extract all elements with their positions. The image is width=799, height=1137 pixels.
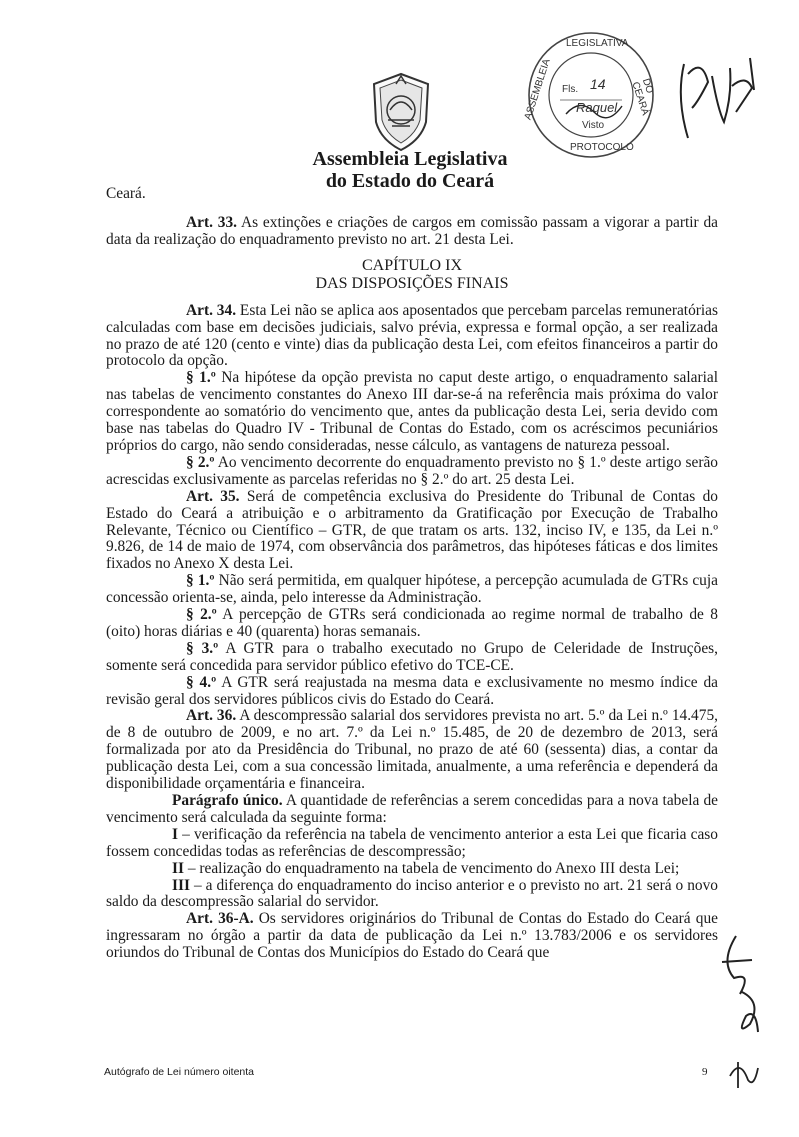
article-36-sole-paragraph: Parágrafo único. A quantidade de referências a serem concedidas para a nova tabela de vencimento será calculada da seguinte forma: (106, 792, 718, 826)
document-body (106, 186, 718, 962)
stamp-bottom-text: PROTOCOLO (570, 142, 634, 153)
item-ii: II – realização do enquadramento na tabela de vencimento do Anexo III desta Lei; (172, 859, 680, 877)
margin-signature (712, 932, 768, 1042)
stamp-fls-label: Fls. (562, 84, 579, 95)
stamp-signature: Raquel (576, 100, 618, 115)
page-number: 9 (702, 1066, 708, 1078)
stamp-fls-value: 14 (590, 76, 606, 92)
state-coat-of-arms (366, 72, 436, 152)
article-33: Art. 33. As extinções e criações de cargos em comissão passam a vigorar a partir da data da realização do enquadramento previsto no art. 21 desta Lei. (106, 213, 719, 248)
item-iii: III – a diferença do enquadramento do inciso anterior e o previsto no art. 21 será o novo saldo da descompressão salarial do servidor. (106, 876, 718, 911)
header-line-1: Assembleia Legislativa (312, 148, 508, 170)
article-34-paragraph-1: § 1.º Na hipótese da opção prevista no caput deste artigo, o enquadramento salarial nas tabelas de vencimento constantes do Anexo III dar-se-á na referência mais próxima do valor correspondente ao somatório do vencimento que, antes da publicação desta Lei, seria devido com base nas tabelas do Quadro IV - Tribunal de Contas do Estado, com os acréscimos pecuniários próprios do cargo, não sendo consideradas, nesse cálculo, as vantagens de natureza pessoal. (106, 369, 718, 454)
footer-text: Autógrafo de Lei número oitenta (104, 1066, 255, 1078)
handwritten-initials (672, 46, 764, 156)
article-35-paragraph-2: § 2.º A percepção de GTRs será condicionada ao regime normal de trabalho de 8 (oito) horas diárias e 40 (quarenta) horas semanais. (106, 606, 718, 640)
carry-over-text: Ceará. (106, 185, 146, 202)
stamp-left-text: ASSEMBLEIA (522, 57, 553, 122)
stamp-top-text: LEGISLATIVA (566, 38, 629, 49)
article-35-paragraph-4: § 4.º A GTR será reajustada na mesma data e exclusivamente no mesmo índice da revisão geral dos servidores públicos civis do Estado do Ceará. (106, 673, 718, 708)
article-34-paragraph-2: § 2.º Ao vencimento decorrente do enquadramento previsto no § 1.º deste artigo serão acrescidas exclusivamente as parcelas referidas no § 2.º do art. 25 desta Lei. (106, 453, 718, 488)
chapter-heading: CAPÍTULO IX DAS DISPOSIÇÕES FINAIS (315, 256, 509, 292)
protocol-stamp (524, 28, 658, 162)
article-36-a: Art. 36-A. Os servidores originários do Tribunal de Contas do Estado do Ceará que ingressaram no órgão a partir da data de publicação da Lei n.º 13.783/2006 e os servidores oriundos do Tribunal de Contas dos Municípios do Estado do Ceará que (106, 910, 718, 962)
item-i: I – verificação da referência na tabela de vencimento anterior a esta Lei que ficaria caso fossem concedidas todas as referências de descompressão; (106, 825, 718, 860)
article-36: Art. 36. A descompressão salarial dos servidores prevista no art. 5.º da Lei n.º 14.475, de 8 de outubro de 2009, e no art. 7.º da Lei n.º 15.485, de 20 de dezembro de 2013, será formalizada por ato da Presidência do Tribunal, no prazo de até 60 (sessenta) dias, a contar da publicação desta Lei, com a sua concessão limitada, anualmente, a uma referência e dependerá da disponibilidade orçamentária e financeira. (106, 707, 718, 793)
stamp-visto-label: Visto (582, 120, 605, 131)
article-35: Art. 35. Será de competência exclusiva do Presidente do Tribunal de Contas do Estado do Ceará a atribuição e o arbitramento da Gratificação por Execução de Trabalho Relevante, Técnico ou Científico – GTR, de que tratam os arts. 132, inciso IV, e 135, da Lei n.º 9.826, de 14 de maio de 1974, com observância dos parâmetros, das hipóteses fáticas e dos limites fixados no Anexo X desta Lei. (106, 487, 718, 573)
article-35-paragraph-1: § 1.º Não será permitida, em qualquer hipótese, a percepção acumulada de GTRs cuja concessão orienta-se, ainda, pelo interesse da Administração. (106, 572, 718, 607)
article-35-paragraph-3: § 3.º A GTR para o trabalho executado no Grupo de Celeridade de Instruções, somente será concedida para servidor público efetivo do TCE-CE. (106, 639, 718, 674)
footer-initial-signature (724, 1052, 762, 1092)
stamp-right-text: DO CEARÁ (629, 77, 656, 117)
header-line-2: do Estado do Ceará (325, 170, 495, 192)
article-34: Art. 34. Esta Lei não se aplica aos aposentados que percebam parcelas remuneratórias calculadas com base em decisões judiciais, salvo prévia, expressa e formal opção, a ser realizada no prazo de até 120 (cento e vinte) dias da publicação desta Lei, com efeitos financeiros a partir do protocolo da opção. (106, 301, 718, 370)
